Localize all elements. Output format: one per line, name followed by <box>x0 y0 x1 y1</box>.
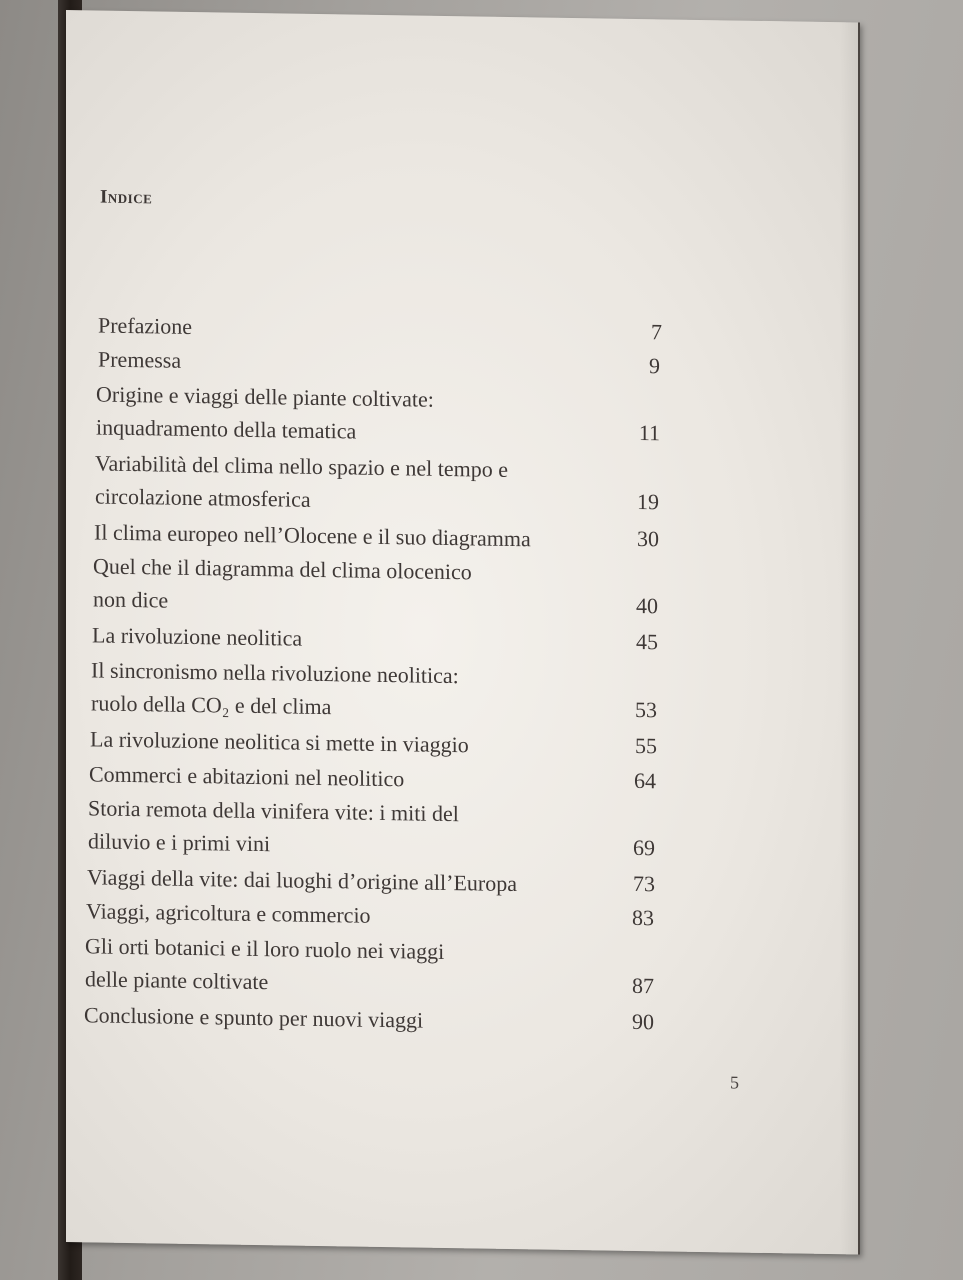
toc-entry-title: Premessa <box>98 346 182 373</box>
toc-entry-page: 73 <box>633 870 655 897</box>
table-of-contents <box>66 308 858 1040</box>
toc-entry-page: 90 <box>632 1008 654 1035</box>
toc-entry-title: non dice <box>93 586 169 613</box>
toc-entry-page: 87 <box>632 972 654 999</box>
toc-entry-page: 83 <box>632 904 654 931</box>
page-title: Indice <box>100 186 153 209</box>
toc-entry-title: inquadramento della tematica <box>96 414 357 444</box>
toc-entry <box>95 446 675 521</box>
toc-entry-title: ruolo della CO₂ e del clima <box>91 690 332 720</box>
toc-entry-page: 53 <box>635 696 657 723</box>
toc-entry-page: 30 <box>637 525 659 552</box>
page-edge-shadow <box>840 22 858 1254</box>
toc-entry-title: circolazione atmosferica <box>95 483 311 512</box>
page-number: 5 <box>730 1072 739 1093</box>
toc-entry-title: La rivoluzione neolitica si mette in viaggio <box>90 726 469 758</box>
toc-entry-page: 7 <box>651 319 662 345</box>
toc-entry-title: Il sincronismo nella rivoluzione neolitica: <box>91 657 459 689</box>
toc-entry-page: 11 <box>638 419 660 446</box>
toc-entry-page: 19 <box>637 488 659 515</box>
toc-entry-title: Gli orti botanici e il loro ruolo nei viaggi <box>85 933 445 964</box>
book-page <box>66 10 860 1254</box>
toc-entry-title: Conclusione e spunto per nuovi viaggi <box>84 1002 424 1033</box>
toc-entry-page: 64 <box>634 767 656 794</box>
toc-entry-page: 69 <box>633 834 655 861</box>
toc-entry-title: Viaggi della vite: dai luoghi d’origine all’Europa <box>87 864 517 897</box>
toc-entry <box>84 998 664 1040</box>
toc-entry-page: 40 <box>636 592 658 619</box>
toc-entry-title: Viaggi, agricoltura e commercio <box>86 898 371 928</box>
toc-entry-page: 45 <box>636 628 658 655</box>
toc-entry <box>93 549 673 624</box>
toc-entry-title: Prefazione <box>98 312 193 339</box>
toc-entry <box>96 377 676 452</box>
toc-entry-title: Quel che il diagramma del clima olocenico <box>93 553 472 585</box>
toc-entry-title: Il clima europeo nell’Olocene e il suo diagramma <box>94 519 531 552</box>
toc-entry-page: 9 <box>649 353 660 379</box>
toc-entry-page: 55 <box>635 732 657 759</box>
toc-entry-title: Commerci e abitazioni nel neolitico <box>89 761 405 792</box>
toc-entry-title: Variabilità del clima nello spazio e nel tempo e <box>95 450 508 482</box>
toc-entry <box>85 929 665 1004</box>
toc-entry <box>88 791 668 866</box>
toc-entry-title: La rivoluzione neolitica <box>92 622 303 651</box>
toc-entry-title: delle piante coltivate <box>85 966 269 995</box>
toc-entry <box>91 653 671 728</box>
toc-entry-title: diluvio e i primi vini <box>88 828 271 857</box>
toc-entry-title: Origine e viaggi delle piante coltivate: <box>96 381 434 412</box>
toc-entry-title: Storia remota della vinifera vite: i miti del <box>88 795 459 827</box>
